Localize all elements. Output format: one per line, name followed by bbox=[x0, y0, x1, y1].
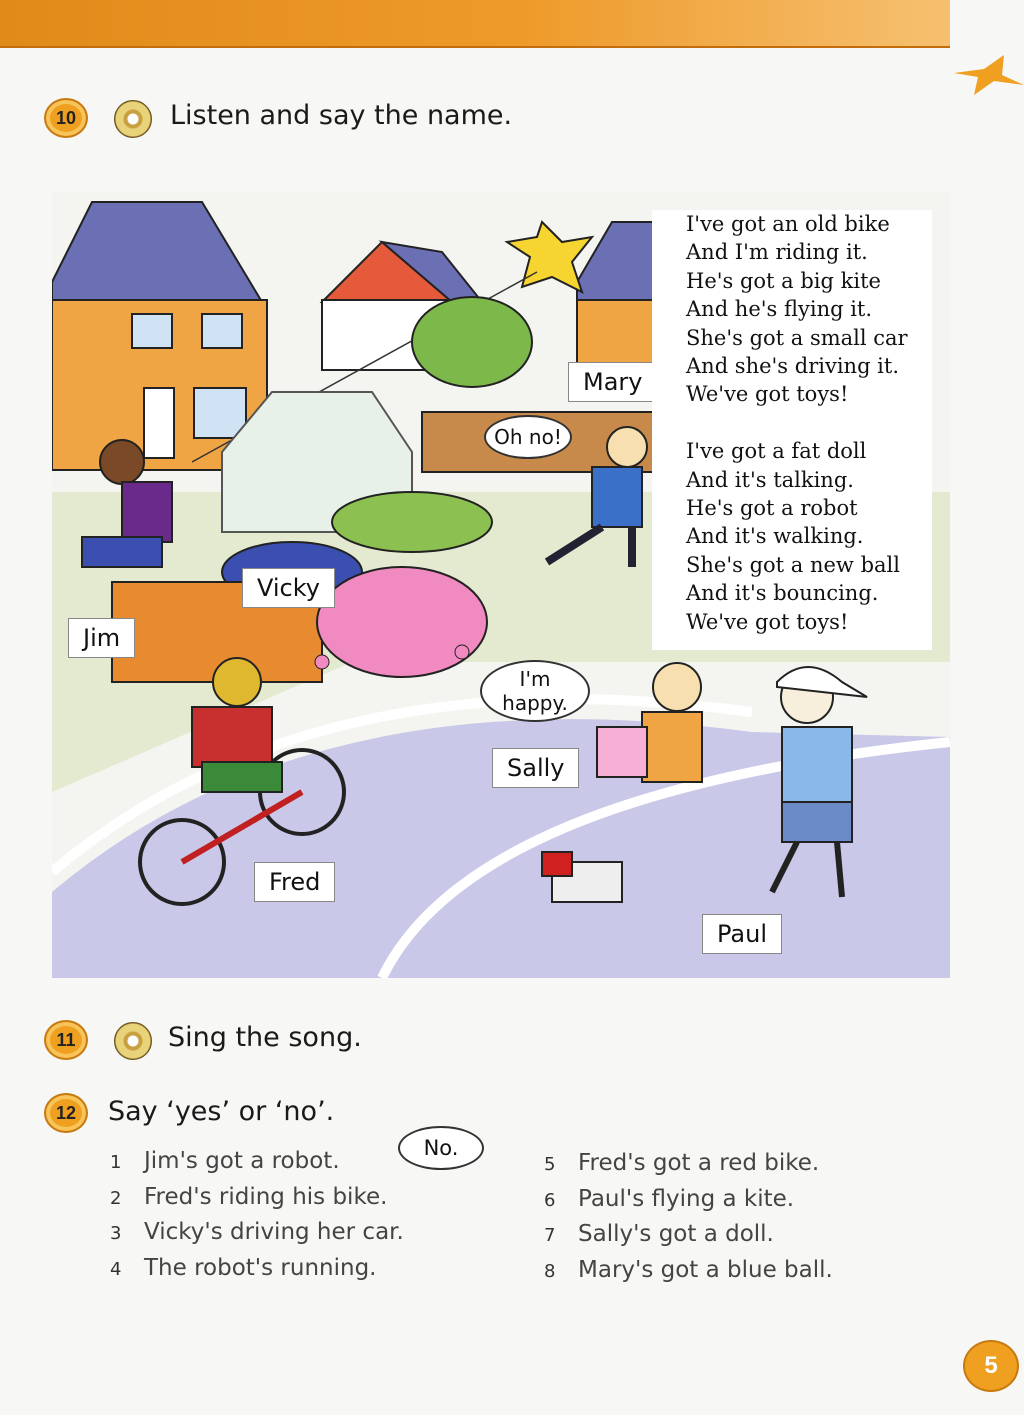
activity-number-10: 10 bbox=[44, 98, 88, 138]
label-paul: Paul bbox=[702, 914, 782, 954]
sally-bubble-line-2: happy. bbox=[502, 691, 568, 715]
song-line: And it's talking. bbox=[686, 467, 854, 492]
question-text: Vicky's driving her car. bbox=[144, 1219, 404, 1245]
question-number: 7 bbox=[544, 1225, 556, 1246]
song-line: And he's flying it. bbox=[686, 297, 873, 322]
question-text: Paul's flying a kite. bbox=[578, 1185, 795, 1212]
question-text: Jim's got a robot. bbox=[144, 1148, 340, 1174]
question-item bbox=[544, 1221, 833, 1257]
activity-number-12: 12 bbox=[44, 1093, 88, 1133]
sally-bubble-line-1: I'm bbox=[519, 667, 551, 691]
song-line: We've got toys! bbox=[686, 609, 849, 634]
question-item bbox=[110, 1184, 404, 1220]
question-number: 8 bbox=[544, 1260, 556, 1282]
questions-left-column bbox=[110, 1148, 404, 1290]
label-jim: Jim bbox=[68, 618, 135, 658]
question-number: 5 bbox=[544, 1154, 556, 1175]
question-number: 2 bbox=[110, 1187, 122, 1209]
activity-11-instruction: Sing the song. bbox=[168, 1022, 362, 1053]
song-line: And it's walking. bbox=[686, 524, 864, 549]
question-text: Fred's got a red bike. bbox=[578, 1150, 820, 1176]
question-item bbox=[544, 1257, 833, 1293]
question-text: Mary's got a blue ball. bbox=[578, 1256, 833, 1283]
mary-speech-bubble: Oh no! bbox=[484, 415, 572, 459]
song-line: He's got a robot bbox=[686, 496, 858, 521]
song-line: I've got a fat doll bbox=[686, 439, 867, 464]
song-line: She's got a new ball bbox=[686, 552, 900, 577]
question-number: 6 bbox=[544, 1189, 556, 1211]
question-item bbox=[110, 1255, 404, 1291]
top-banner bbox=[0, 0, 950, 48]
page-number: 5 bbox=[963, 1340, 1019, 1392]
activity-10-instruction: Listen and say the name. bbox=[170, 100, 513, 131]
question-number: 4 bbox=[110, 1258, 122, 1280]
question-text: Fred's riding his bike. bbox=[144, 1183, 388, 1210]
question-item bbox=[110, 1219, 404, 1255]
question-item bbox=[544, 1186, 833, 1222]
questions-right-column bbox=[544, 1150, 833, 1292]
song-line: And I'm riding it. bbox=[686, 240, 868, 265]
song-line: He's got a big kite bbox=[686, 268, 881, 293]
song-line: We've got toys! bbox=[686, 382, 849, 407]
song-line: And it's bouncing. bbox=[686, 581, 879, 606]
activity-number-11: 11 bbox=[44, 1020, 88, 1060]
label-fred: Fred bbox=[254, 862, 335, 902]
question-text: The robot's running. bbox=[144, 1254, 377, 1281]
question-text: Sally's got a doll. bbox=[578, 1221, 774, 1247]
question-number: 1 bbox=[110, 1152, 122, 1173]
corner-star-decoration bbox=[954, 55, 1024, 95]
label-sally: Sally bbox=[492, 748, 579, 788]
example-answer-bubble: No. bbox=[398, 1126, 484, 1170]
song-text-panel bbox=[652, 210, 932, 650]
cd-audio-icon[interactable] bbox=[114, 1022, 152, 1060]
question-item bbox=[110, 1148, 404, 1184]
sally-speech-bubble bbox=[480, 660, 590, 722]
label-vicky: Vicky bbox=[242, 568, 335, 608]
cd-audio-icon[interactable] bbox=[114, 100, 152, 138]
question-item bbox=[544, 1150, 833, 1186]
song-line: She's got a small car bbox=[686, 325, 908, 350]
activity-12-instruction: Say ‘yes’ or ‘no’. bbox=[108, 1096, 335, 1127]
song-stanza-break bbox=[686, 409, 932, 437]
song-line: I've got an old bike bbox=[686, 212, 890, 236]
song-line: And she's driving it. bbox=[686, 354, 900, 379]
question-number: 3 bbox=[110, 1223, 122, 1244]
label-mary: Mary bbox=[568, 362, 657, 402]
